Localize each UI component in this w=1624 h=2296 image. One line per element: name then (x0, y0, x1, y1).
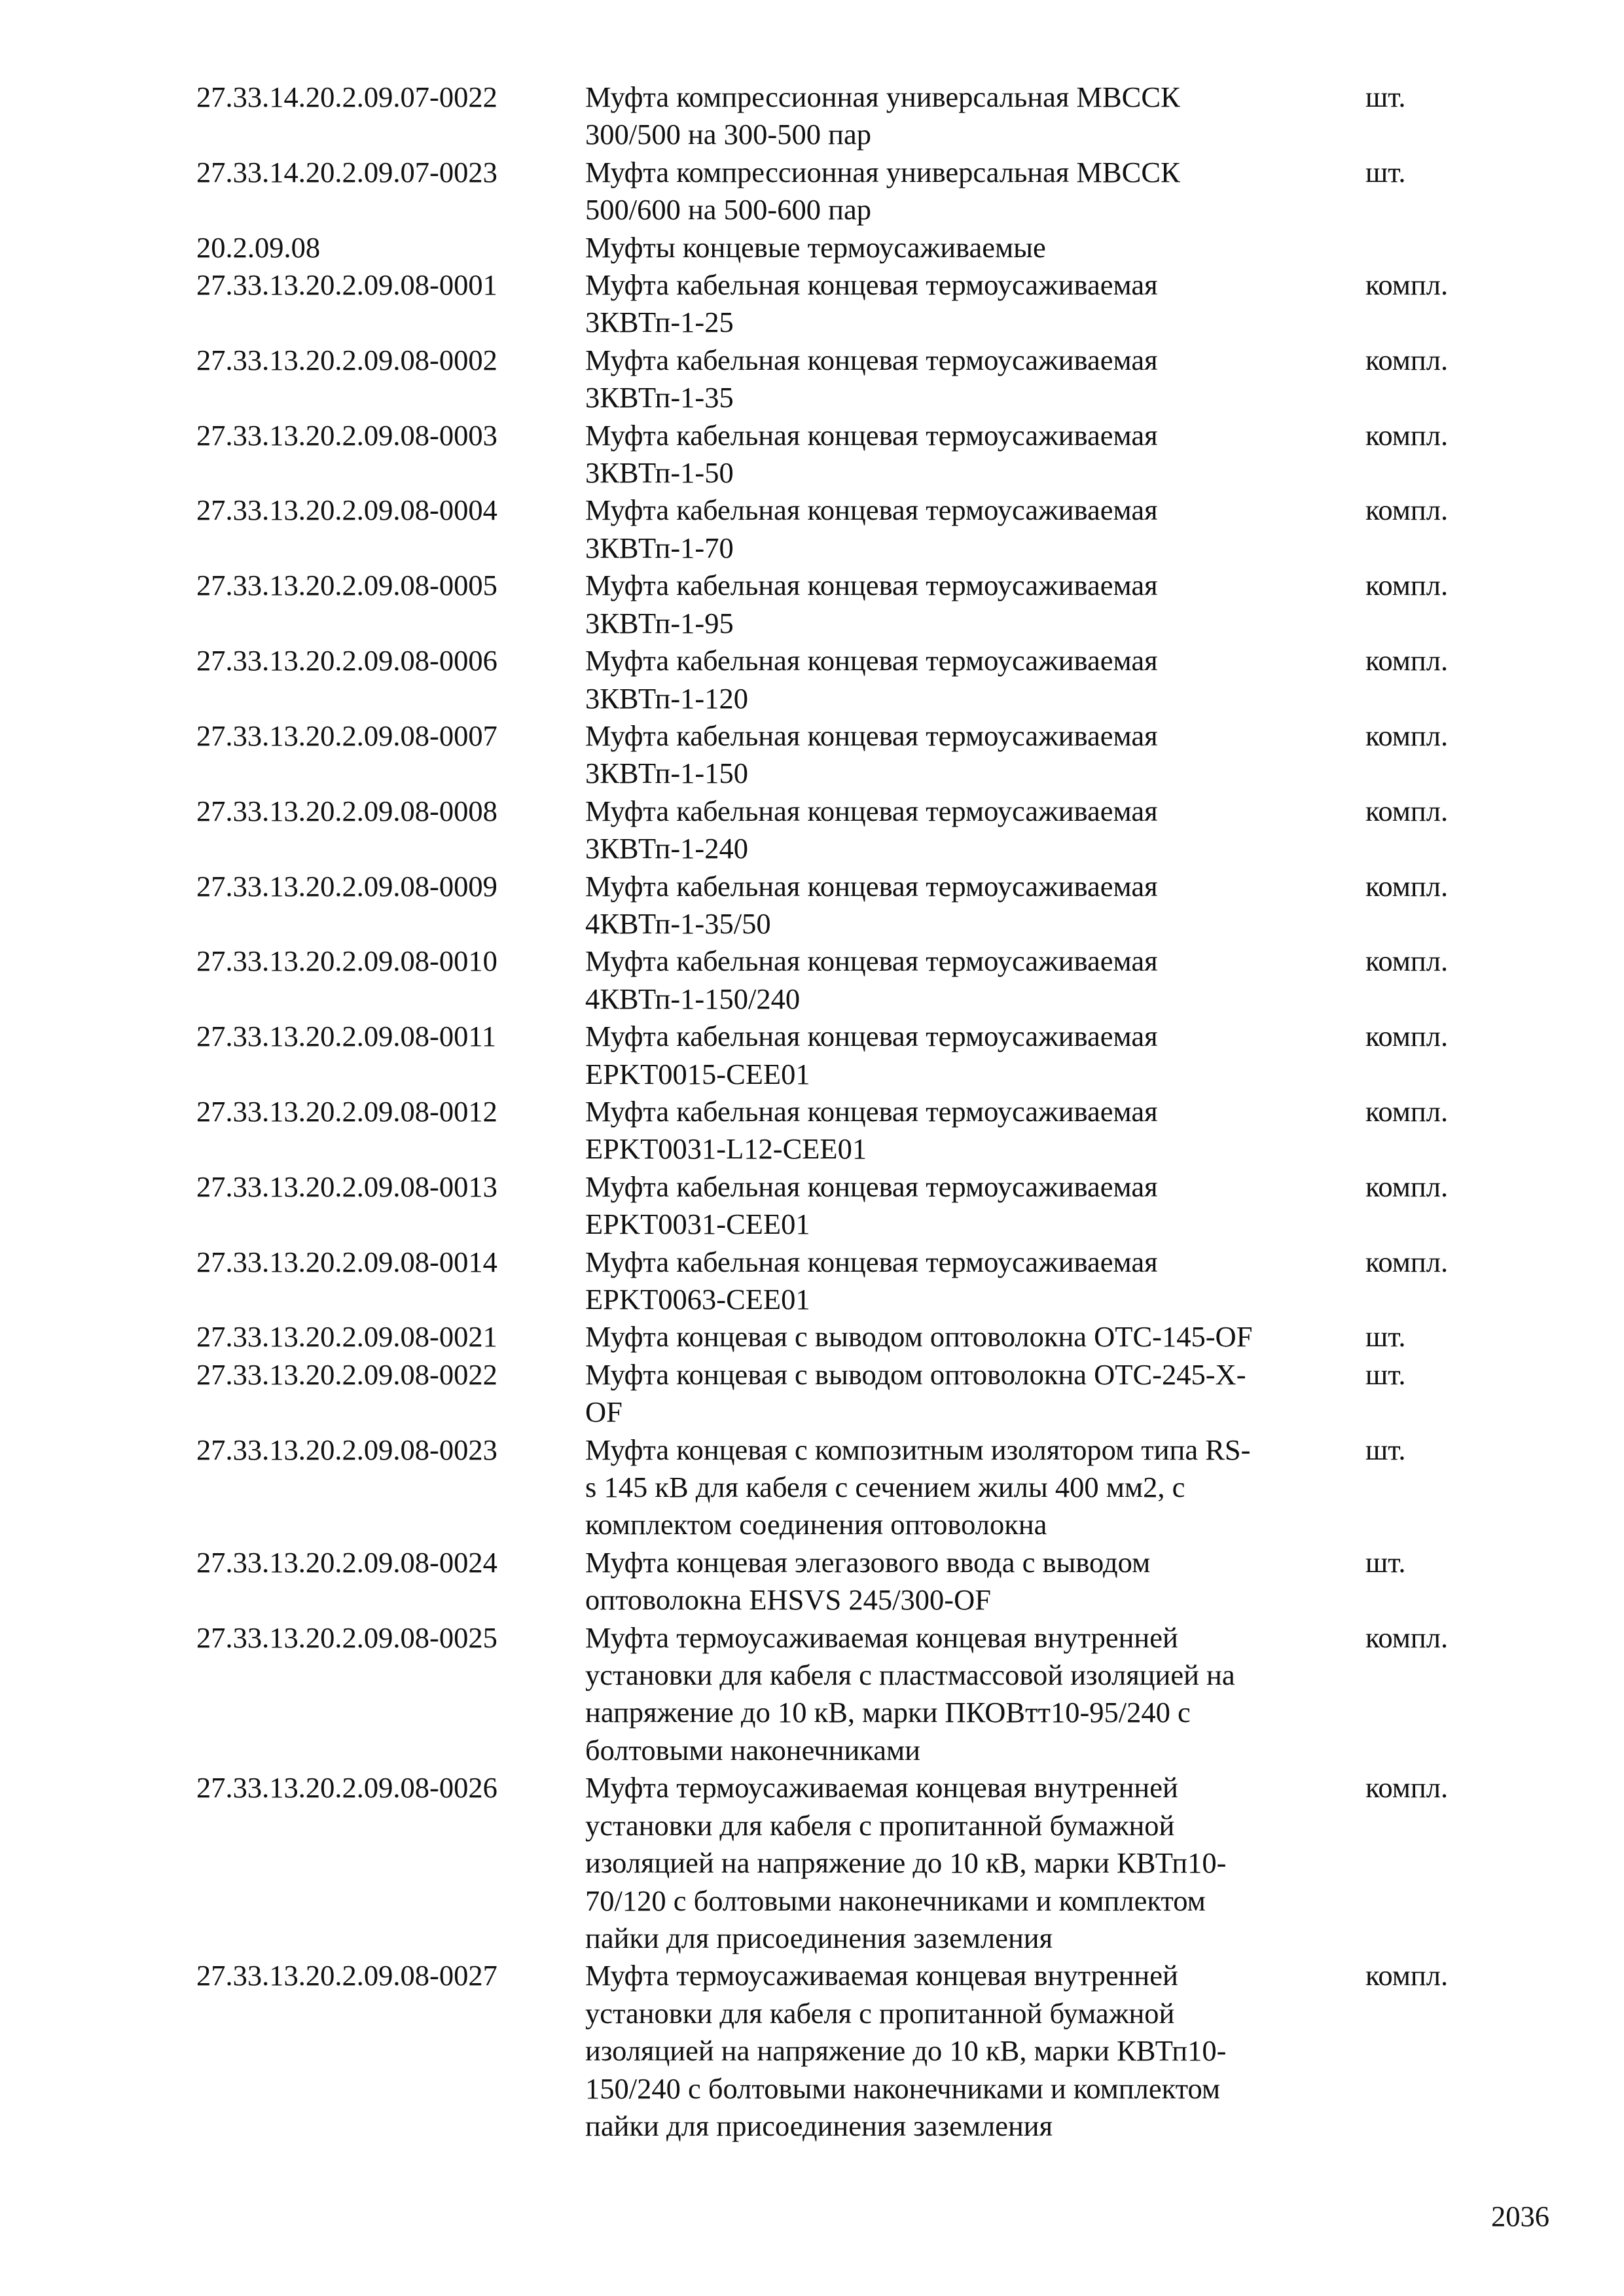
item-name: Муфта кабельная концевая термоусаживаемая 3КВТп-1-50 (585, 418, 1158, 490)
item-name: Муфта компрессионная универсальная МВССК 500/600 на 500-600 пар (585, 155, 1180, 226)
item-unit: компл. (1365, 493, 1449, 527)
price-list-table (196, 79, 1479, 2145)
table-row (196, 1018, 1479, 1093)
item-name: Муфта кабельная концевая термоусаживаемая EPKT0031-CEE01 (585, 1170, 1158, 1241)
item-code: 27.33.13.20.2.09.08-0001 (196, 268, 497, 302)
item-name: Муфты концевые термоусаживаемые (585, 230, 1046, 264)
table-row (196, 1356, 1479, 1431)
page-number: 2036 (1491, 2200, 1549, 2233)
table-row (196, 868, 1479, 943)
item-code: 27.33.13.20.2.09.08-0004 (196, 493, 497, 527)
item-name: Муфта кабельная концевая термоусаживаемая 4КВТп-1-35/50 (585, 869, 1158, 940)
table-row (196, 342, 1479, 417)
item-code: 27.33.13.20.2.09.08-0009 (196, 869, 497, 903)
item-unit: компл. (1365, 1245, 1449, 1278)
item-name: Муфта кабельная концевая термоусаживаемая 3КВТп-1-70 (585, 493, 1158, 564)
item-name: Муфта кабельная концевая термоусаживаемая 4КВТп-1-150/240 (585, 944, 1158, 1015)
item-code: 27.33.13.20.2.09.08-0006 (196, 644, 497, 677)
item-unit: компл. (1365, 869, 1449, 903)
item-code: 27.33.13.20.2.09.08-0003 (196, 418, 497, 452)
item-unit: шт. (1365, 1320, 1406, 1354)
table-row (196, 1093, 1479, 1168)
item-unit: шт. (1365, 1433, 1406, 1466)
item-unit: компл. (1365, 1020, 1449, 1053)
item-name: Муфта кабельная концевая термоусаживаемая 3КВТп-1-120 (585, 644, 1158, 715)
item-name: Муфта кабельная концевая термоусаживаемая EPKT0015-CEE01 (585, 1020, 1158, 1090)
table-row (196, 1318, 1479, 1355)
item-code: 20.2.09.08 (196, 230, 321, 264)
item-name: Муфта концевая с выводом оптоволокна OTC-145-OF (585, 1320, 1253, 1354)
item-name: Муфта концевая элегазового ввода с выводом оптоволокна EHSVS 245/300-OF (585, 1545, 1151, 1617)
item-unit: компл. (1365, 644, 1449, 677)
item-unit: компл. (1365, 1959, 1449, 1992)
item-unit: компл. (1365, 944, 1449, 978)
item-unit: компл. (1365, 418, 1449, 452)
item-name: Муфта кабельная концевая термоусаживаемая EPKT0031-L12-CEE01 (585, 1094, 1158, 1166)
item-name: Муфта термоусаживаемая концевая внутренней установки для кабеля с пластмассовой изоляцией на напряжение до 10 кВ, марки ПКОВтт10-95/240 с болтовыми наконечниками (585, 1621, 1235, 1767)
item-name: Муфта термоусаживаемая концевая внутренней установки для кабеля с пропитанной бумажной изоляцией на напряжение до 10 кВ, марки КВТп10- 70/120 с болтовыми наконечниками и комплектом пайки для присоединения заземления (585, 1771, 1227, 1954)
item-unit: компл. (1365, 1771, 1449, 1804)
item-unit: шт. (1365, 1357, 1406, 1391)
item-code: 27.33.14.20.2.09.07-0023 (196, 155, 497, 188)
item-unit: компл. (1365, 268, 1449, 302)
item-unit: компл. (1365, 1170, 1449, 1203)
item-code: 27.33.13.20.2.09.08-0005 (196, 569, 497, 602)
table-row (196, 942, 1479, 1018)
item-name: Муфта кабельная концевая термоусаживаемая 3КВТп-1-95 (585, 569, 1158, 639)
item-name: Муфта кабельная концевая термоусаживаемая 3КВТп-1-240 (585, 794, 1158, 865)
table-row (196, 417, 1479, 492)
table-row (196, 1168, 1479, 1244)
table-row (196, 154, 1479, 229)
item-code: 27.33.13.20.2.09.08-0013 (196, 1170, 497, 1203)
item-name: Муфта кабельная концевая термоусаживаемая EPKT0063-CEE01 (585, 1245, 1158, 1316)
item-name: Муфта кабельная концевая термоусаживаемая 3КВТп-1-25 (585, 268, 1158, 339)
item-code: 27.33.13.20.2.09.08-0014 (196, 1245, 497, 1278)
item-unit: шт. (1365, 1545, 1406, 1579)
item-code: 27.33.13.20.2.09.08-0002 (196, 343, 497, 376)
item-code: 27.33.13.20.2.09.08-0022 (196, 1357, 497, 1391)
table-row (196, 1957, 1479, 2145)
item-unit: компл. (1365, 719, 1449, 752)
item-code: 27.33.13.20.2.09.08-0011 (196, 1020, 497, 1053)
item-unit: компл. (1365, 1621, 1449, 1654)
item-unit: шт. (1365, 81, 1406, 113)
item-unit: шт. (1365, 155, 1406, 188)
table-row (196, 567, 1479, 642)
table-row (196, 793, 1479, 868)
item-name: Муфта концевая с выводом оптоволокна OTC-245-X- OF (585, 1357, 1246, 1429)
item-unit: компл. (1365, 569, 1449, 602)
item-code: 27.33.13.20.2.09.08-0008 (196, 794, 497, 827)
item-name: Муфта термоусаживаемая концевая внутренней установки для кабеля с пропитанной бумажной изоляцией на напряжение до 10 кВ, марки КВТп10- 150/240 с болтовыми наконечниками и комплектом пайки для присоединения заземления (585, 1959, 1227, 2142)
table-row (196, 266, 1479, 342)
table-row (196, 642, 1479, 717)
item-code: 27.33.13.20.2.09.08-0010 (196, 944, 497, 978)
table-row (196, 1619, 1479, 1770)
item-unit: компл. (1365, 1094, 1449, 1128)
item-code: 27.33.13.20.2.09.08-0026 (196, 1771, 497, 1804)
item-name: Муфта кабельная концевая термоусаживаемая 3КВТп-1-35 (585, 343, 1158, 414)
table-row (196, 79, 1479, 154)
item-name: Муфта концевая с композитным изолятором типа RS- s 145 кВ для кабеля с сечением жилы 400 мм2, с комплектом соединения оптоволокна (585, 1433, 1251, 1541)
item-unit: компл. (1365, 794, 1449, 827)
table-row (196, 1431, 1479, 1544)
table-row (196, 229, 1479, 266)
item-code: 27.33.13.20.2.09.08-0007 (196, 719, 497, 752)
item-code: 27.33.13.20.2.09.08-0023 (196, 1433, 497, 1466)
item-code: 27.33.13.20.2.09.08-0024 (196, 1545, 497, 1579)
table-row (196, 1244, 1479, 1319)
table-row (196, 1544, 1479, 1619)
item-code: 27.33.13.20.2.09.08-0012 (196, 1094, 497, 1128)
item-code: 27.33.13.20.2.09.08-0025 (196, 1621, 497, 1654)
item-code: 27.33.14.20.2.09.07-0022 (196, 81, 497, 113)
item-code: 27.33.13.20.2.09.08-0021 (196, 1320, 497, 1354)
item-name: Муфта кабельная концевая термоусаживаемая 3КВТп-1-150 (585, 719, 1158, 790)
table-row (196, 492, 1479, 567)
item-code: 27.33.13.20.2.09.08-0027 (196, 1959, 497, 1992)
table-row (196, 1769, 1479, 1957)
item-name: Муфта компрессионная универсальная МВССК 300/500 на 300-500 пар (585, 81, 1180, 151)
item-unit: компл. (1365, 343, 1449, 376)
table-row (196, 717, 1479, 793)
